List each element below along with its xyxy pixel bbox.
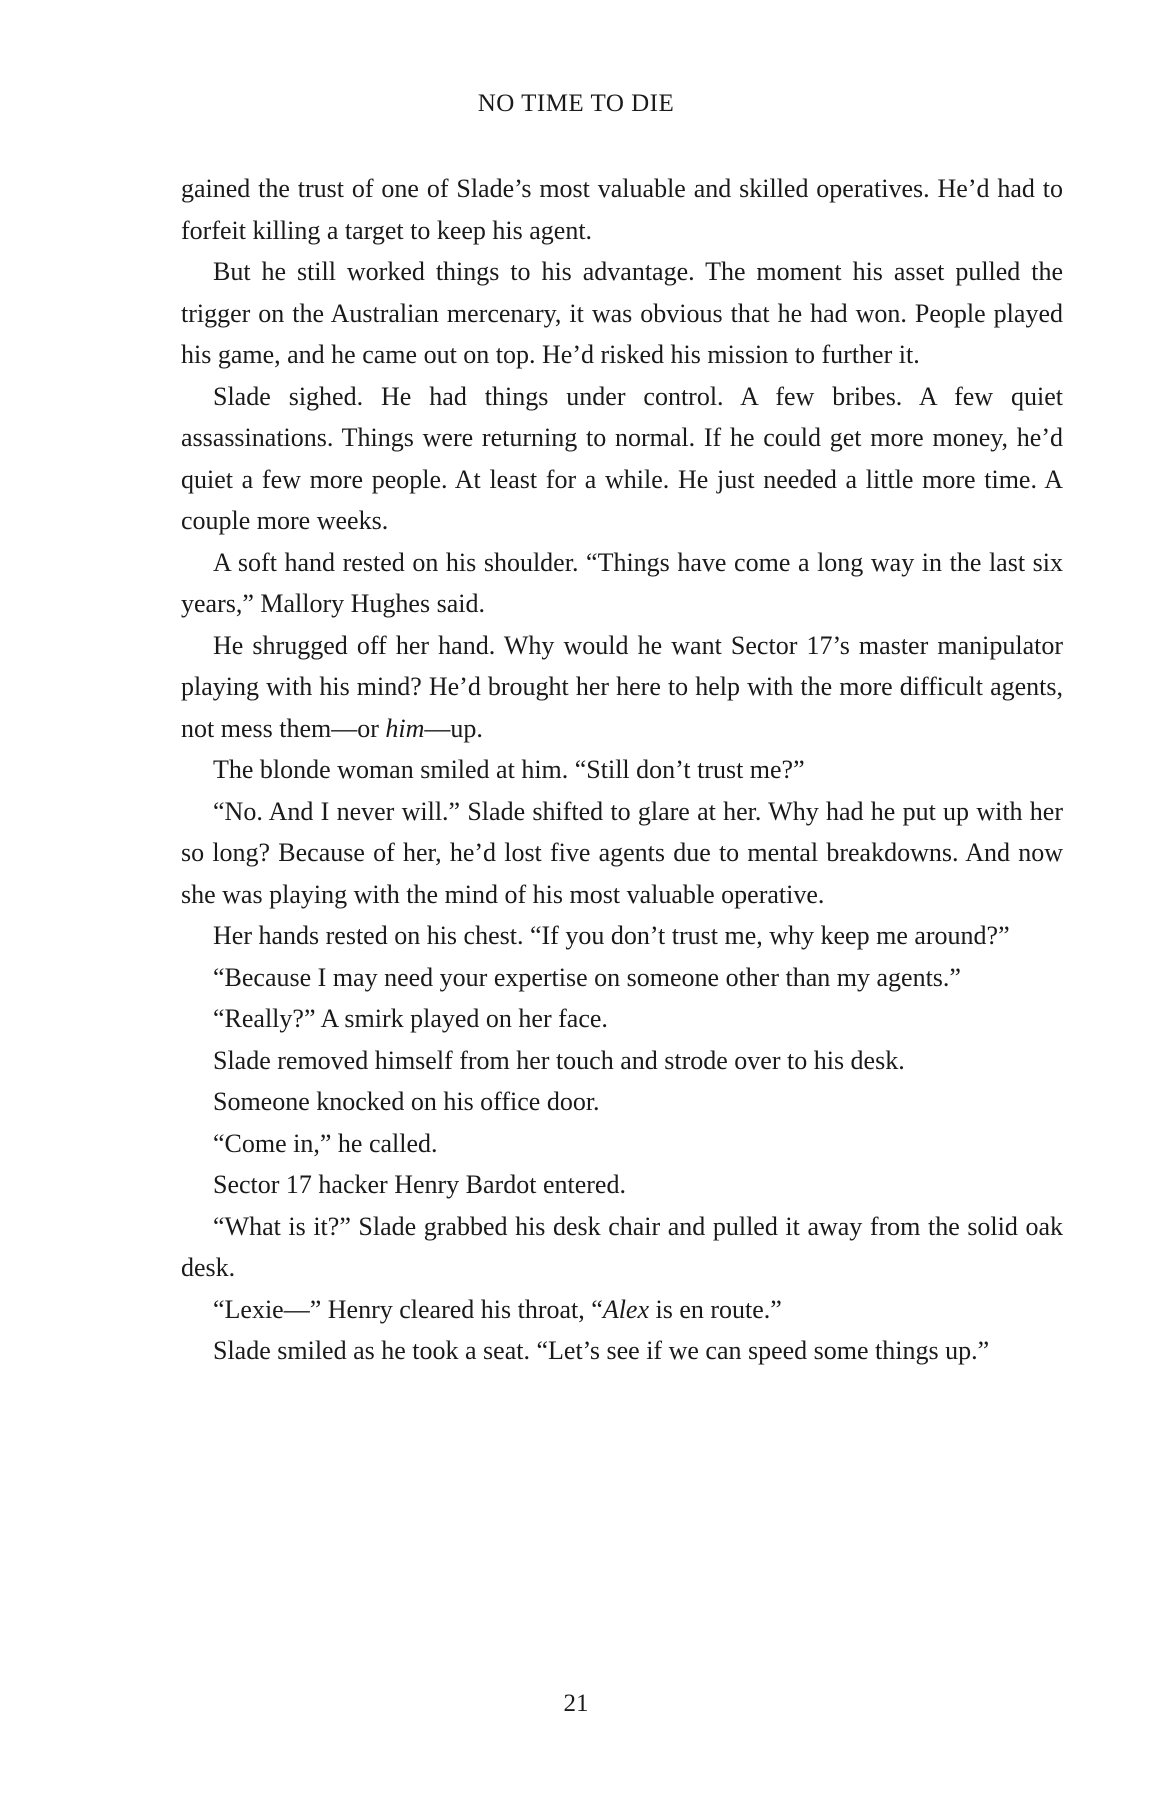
paragraph-9: “Because I may need your expertise on someone other than my agents.” — [213, 962, 961, 992]
paragraph-12: Someone knocked on his office door. — [213, 1087, 600, 1116]
paragraph-5 — [181, 625, 1063, 750]
paragraph-11: Slade removed himself from her touch and strode over to his desk. — [213, 1045, 905, 1075]
paragraph-10: “Really?” A smirk played on her face. — [213, 1004, 608, 1033]
paragraph-8: Her hands rested on his chest. “If you don’t trust me, why keep me around?” — [213, 921, 1010, 950]
paragraph-16-text-a: “Lexie—” Henry cleared his throat, “ — [213, 1294, 603, 1324]
paragraph-16-text-b: is en route.” — [649, 1294, 782, 1324]
paragraph-5-text-a: He shrugged off her hand. Why would he want Sector 17’s master manipulator playing with his mind? He’d brought her here to help with the more difficult agents, not mess them—or — [181, 630, 1063, 743]
paragraph-2: But he still worked things to his advantage. The moment his asset pulled the trigger on the Australian mercenary, it was obvious that he had won. People played his game, and he came out on top. He’d risked his mission to further it. — [181, 257, 1063, 369]
paragraph-13: “Come in,” he called. — [213, 1128, 438, 1158]
paragraph-4: A soft hand rested on his shoulder. “Things have come a long way in the last six years,” Mallory Hughes said. — [181, 547, 1063, 618]
body-text — [181, 168, 1063, 1372]
paragraph-5-emphasis: him — [385, 713, 425, 743]
paragraph-7: “No. And I never will.” Slade shifted to glare at her. Why had he put up with her so long? Because of her, he’d lost five agents due to mental breakdowns. And now she was playing with the mind of his most valuable operative. — [181, 796, 1063, 909]
paragraph-1: gained the trust of one of Slade’s most valuable and skilled operatives. He’d had to forfeit killing a target to keep his agent. — [181, 174, 1063, 245]
paragraph-6: The blonde woman smiled at him. “Still don’t trust me?” — [213, 755, 805, 784]
running-title: NO TIME TO DIE — [477, 90, 675, 117]
paragraph-16-emphasis: Alex — [602, 1294, 649, 1324]
paragraph-3: Slade sighed. He had things under control. A few bribes. A few quiet assassinations. Things were returning to normal. If he could get more money, he’d quiet a few more people. At least for a while. He just needed a little more time. A couple more weeks. — [181, 381, 1063, 535]
paragraph-14: Sector 17 hacker Henry Bardot entered. — [213, 1170, 626, 1199]
page-number: 21 — [563, 1690, 589, 1717]
paragraph-16 — [181, 1289, 1063, 1331]
paragraph-5-text-b: —up. — [424, 713, 483, 743]
paragraph-15: “What is it?” Slade grabbed his desk chair and pulled it away from the solid oak desk. — [181, 1211, 1063, 1282]
paragraph-17: Slade smiled as he took a seat. “Let’s see if we can speed some things up.” — [213, 1336, 990, 1365]
